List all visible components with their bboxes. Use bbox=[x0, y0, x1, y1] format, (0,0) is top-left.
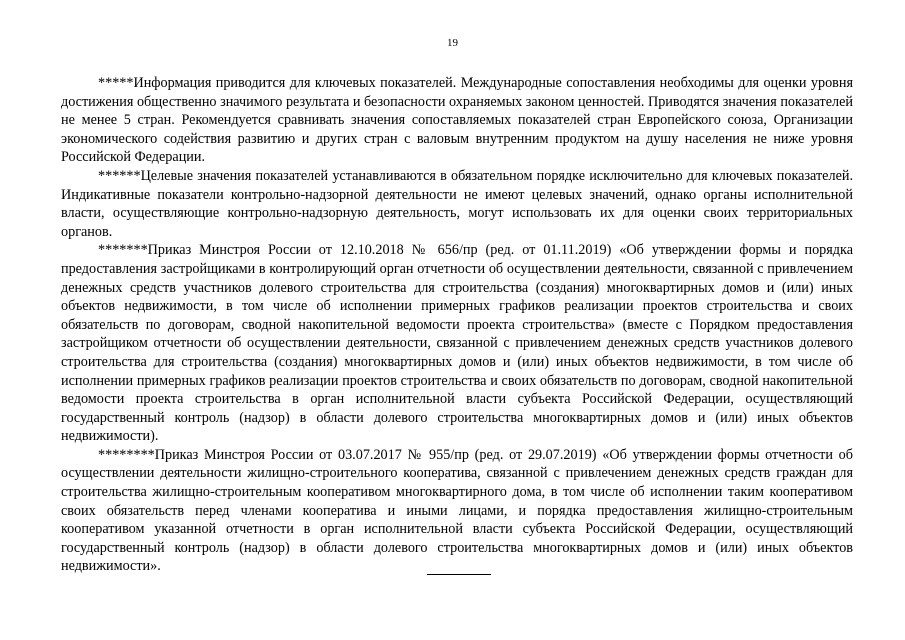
page-number: 19 bbox=[447, 37, 458, 49]
footnotes-section bbox=[61, 74, 853, 576]
footnote-international-comparison: *****Информация приводится для ключевых показателей. Международные сопоставления необходимы для оценки уровня достижения общественно значимого результата и безопасности охраняемых законом ценностей. Приводятся значения показателей не менее 5 стран. Рекомендуется сравнивать значения сопоставляемых показателей стран Европейского союза, Организации экономического содействия развитию и других стран с валовым внутренним продуктом на душу населения не ниже уровня Российской Федерации. bbox=[61, 75, 853, 166]
footnote-order-955: ********Приказ Минстроя России от 03.07.2017 № 955/пр (ред. от 29.07.2019) «Об утверждении формы отчетности об осуществлении деятельности жилищно-строительного кооператива, связанной с привлечением денежных средств граждан для строительства жилищно-строительным кооперативом многоквартирного дома, в том числе об исполнении таким кооперативом своих обязательств перед членами кооператива и иными лицами, и порядка предоставления жилищно-строительным кооперативом указанной отчетности в орган исполнительной власти субъекта Российской Федерации, осуществляющий государственный контроль (надзор) в области долевого строительства многоквартирных домов и (или) иных объектов недвижимости». bbox=[61, 446, 853, 575]
footnote-target-values: ******Целевые значения показателей устанавливаются в обязательном порядке исключительно для ключевых показателей. Индикативные показатели контрольно-надзорной деятельности не имеют целевых значений, однако органы исполнительной власти, осуществляющие контрольно-надзорную деятельность, могут использовать их для оценки своих территориальных органов. bbox=[61, 167, 853, 240]
footnote-order-656: *******Приказ Минстроя России от 12.10.2018 № 656/пр (ред. от 01.11.2019) «Об утверждении формы и порядка предоставления застройщиками в контролирующий орган отчетности об осуществлении деятельности, связанной с привлечением денежных средств участников долевого строительства для строительства (создания) многоквартирных домов и (или) иных объектов недвижимости, в том числе об исполнении примерных графиков реализации проектов строительства и своих обязательств по договорам, сводной накопительной ведомости проекта строительства» (вместе с Порядком предоставления застройщиком отчетности об осуществлении деятельности, связанной с привлечением денежных средств участников долевого строительства для строительства (создания) многоквартирных домов и (или) иных объектов недвижимости, в том числе об исполнении примерных графиков реализации проектов строительства и своих обязательств по договорам, сводной накопительной ведомости проекта строительства в орган исполнительной власти субъекта Российской Федерации, осуществляющий государственный контроль (надзор) в области долевого строительства многоквартирных домов и (или) иных объектов недвижимости). bbox=[61, 242, 853, 445]
end-separator-line bbox=[427, 574, 491, 575]
